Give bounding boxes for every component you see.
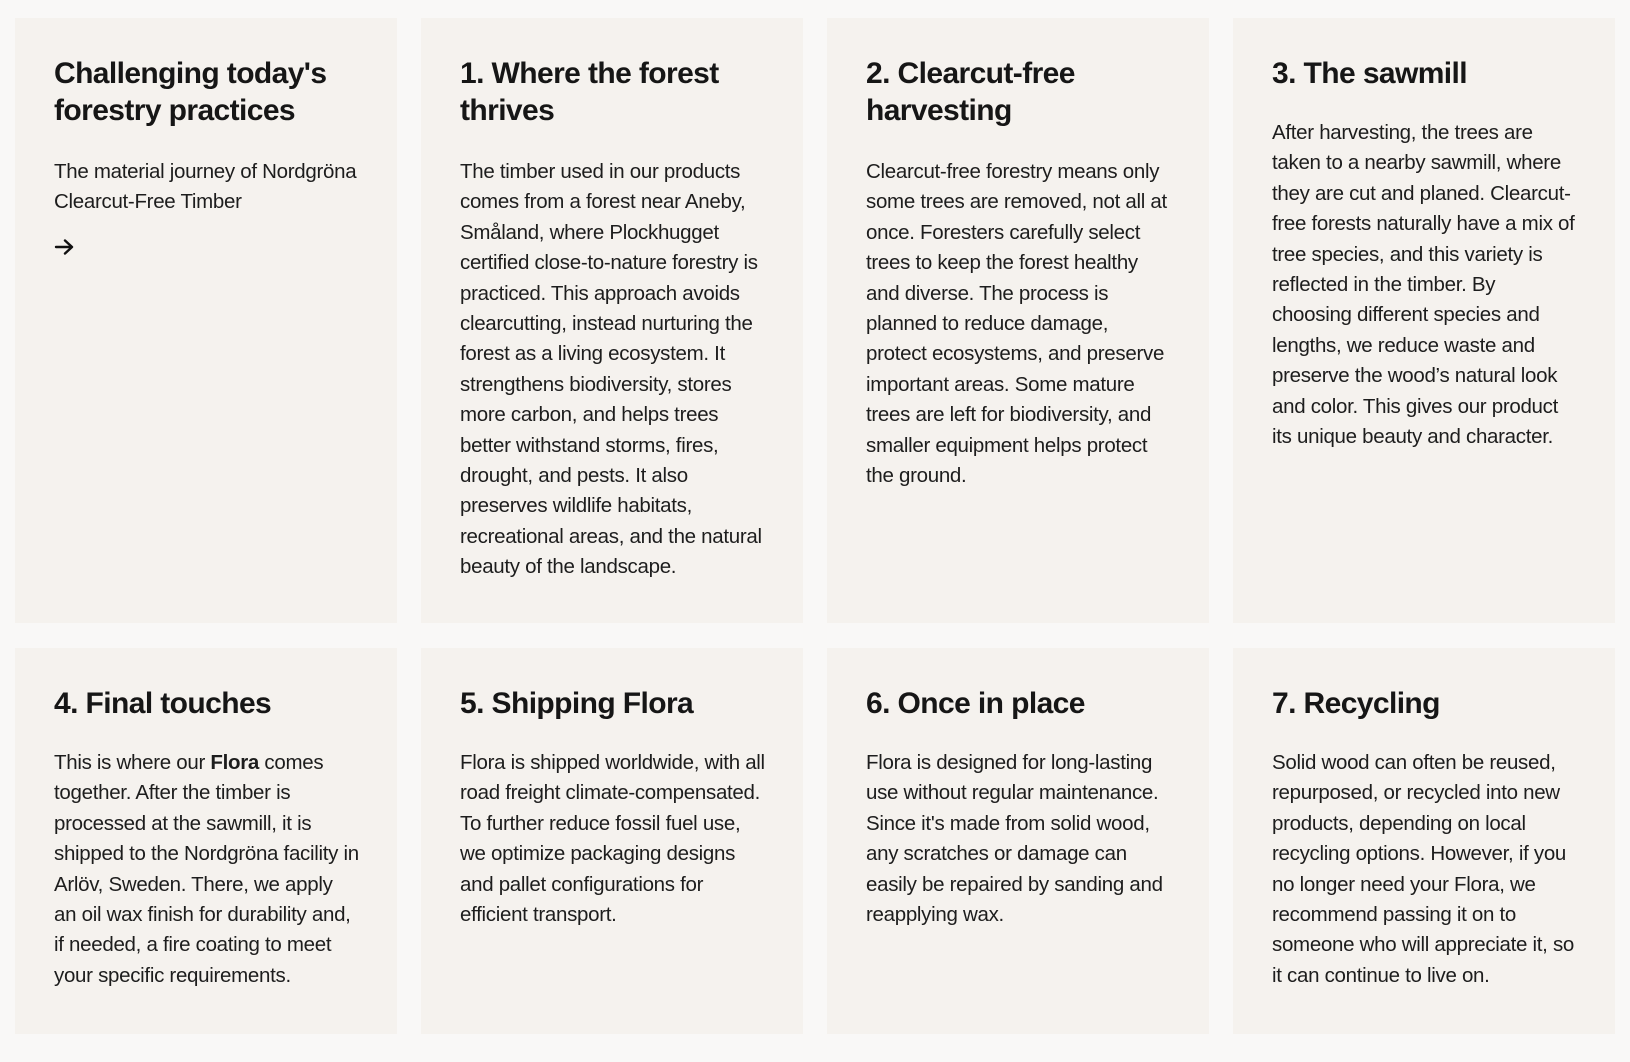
step-card-sawmill <box>1233 18 1615 623</box>
step-title: 3. The sawmill <box>1272 57 1468 90</box>
step-body <box>54 748 359 991</box>
step-card-final-touches <box>15 648 397 1034</box>
step-title: 5. Shipping Flora <box>460 687 694 720</box>
journey-grid <box>15 18 1615 1034</box>
step-title: 6. Once in place <box>866 687 1085 720</box>
step-body-text: This is where our <box>54 751 211 774</box>
intro-title: Challenging today's forestry practices <box>54 57 327 127</box>
step-card-recycling <box>1233 648 1615 1034</box>
step-card-forest <box>421 18 803 623</box>
step-card-harvesting <box>827 18 1209 623</box>
step-body: Clearcut-free forestry means only some trees are removed, not all at once. Foresters carefully select trees to keep the forest healthy and diverse. The process is planned to reduce damage, protect ecosystems, and preserve important areas. Some mature trees are left for biodiversity, and smaller equipment helps protect the ground. <box>866 160 1167 488</box>
step-title: 4. Final touches <box>54 687 272 720</box>
product-name: Flora <box>210 751 260 774</box>
intro-subtitle: The material journey of Nordgröna Clearcut-Free Timber <box>54 160 357 214</box>
step-card-shipping <box>421 648 803 1034</box>
step-title: 7. Recycling <box>1272 687 1440 720</box>
step-title: 2. Clearcut-free harvesting <box>866 57 1075 127</box>
step-body-text: comes together. After the timber is processed at the sawmill, it is shipped to the Nordgröna facility in Arlöv, Sweden. There, we apply an oil wax finish for durability and, if needed, a fire coating to meet your specific requirements. <box>54 751 359 987</box>
intro-card <box>15 18 397 623</box>
step-body: After harvesting, the trees are taken to a nearby sawmill, where they are cut and planed. Clearcut-free forests naturally have a mix of tree species, and this variety is reflected in the timber. By choosing different species and lengths, we reduce waste and preserve the wood’s natural look and color. This gives our product its unique beauty and character. <box>1272 121 1575 449</box>
step-body: Flora is designed for long-lasting use without regular maintenance. Since it's made from solid wood, any scratches or damage can easily be repaired by sanding and reapplying wax. <box>866 751 1163 927</box>
arrow-right-icon[interactable] <box>54 236 76 258</box>
step-body: Flora is shipped worldwide, with all road freight climate-compensated. To further reduce fossil fuel use, we optimize packaging designs and pallet configurations for efficient transport. <box>460 751 765 927</box>
step-body: Solid wood can often be reused, repurposed, or recycled into new products, depending on local recycling options. However, if you no longer need your Flora, we recommend passing it on to someone who will appreciate it, so it can continue to live on. <box>1272 751 1575 987</box>
step-card-in-place <box>827 648 1209 1034</box>
step-title: 1. Where the forest thrives <box>460 57 719 127</box>
step-body: The timber used in our products comes from a forest near Aneby, Småland, where Plockhugget certified close-to-nature forestry is practiced. This approach avoids clearcutting, instead nurturing the forest as a living ecosystem. It strengthens biodiversity, stores more carbon, and helps trees better withstand storms, fires, drought, and pests. It also preserves wildlife habitats, recreational areas, and the natural beauty of the landscape. <box>460 160 762 579</box>
